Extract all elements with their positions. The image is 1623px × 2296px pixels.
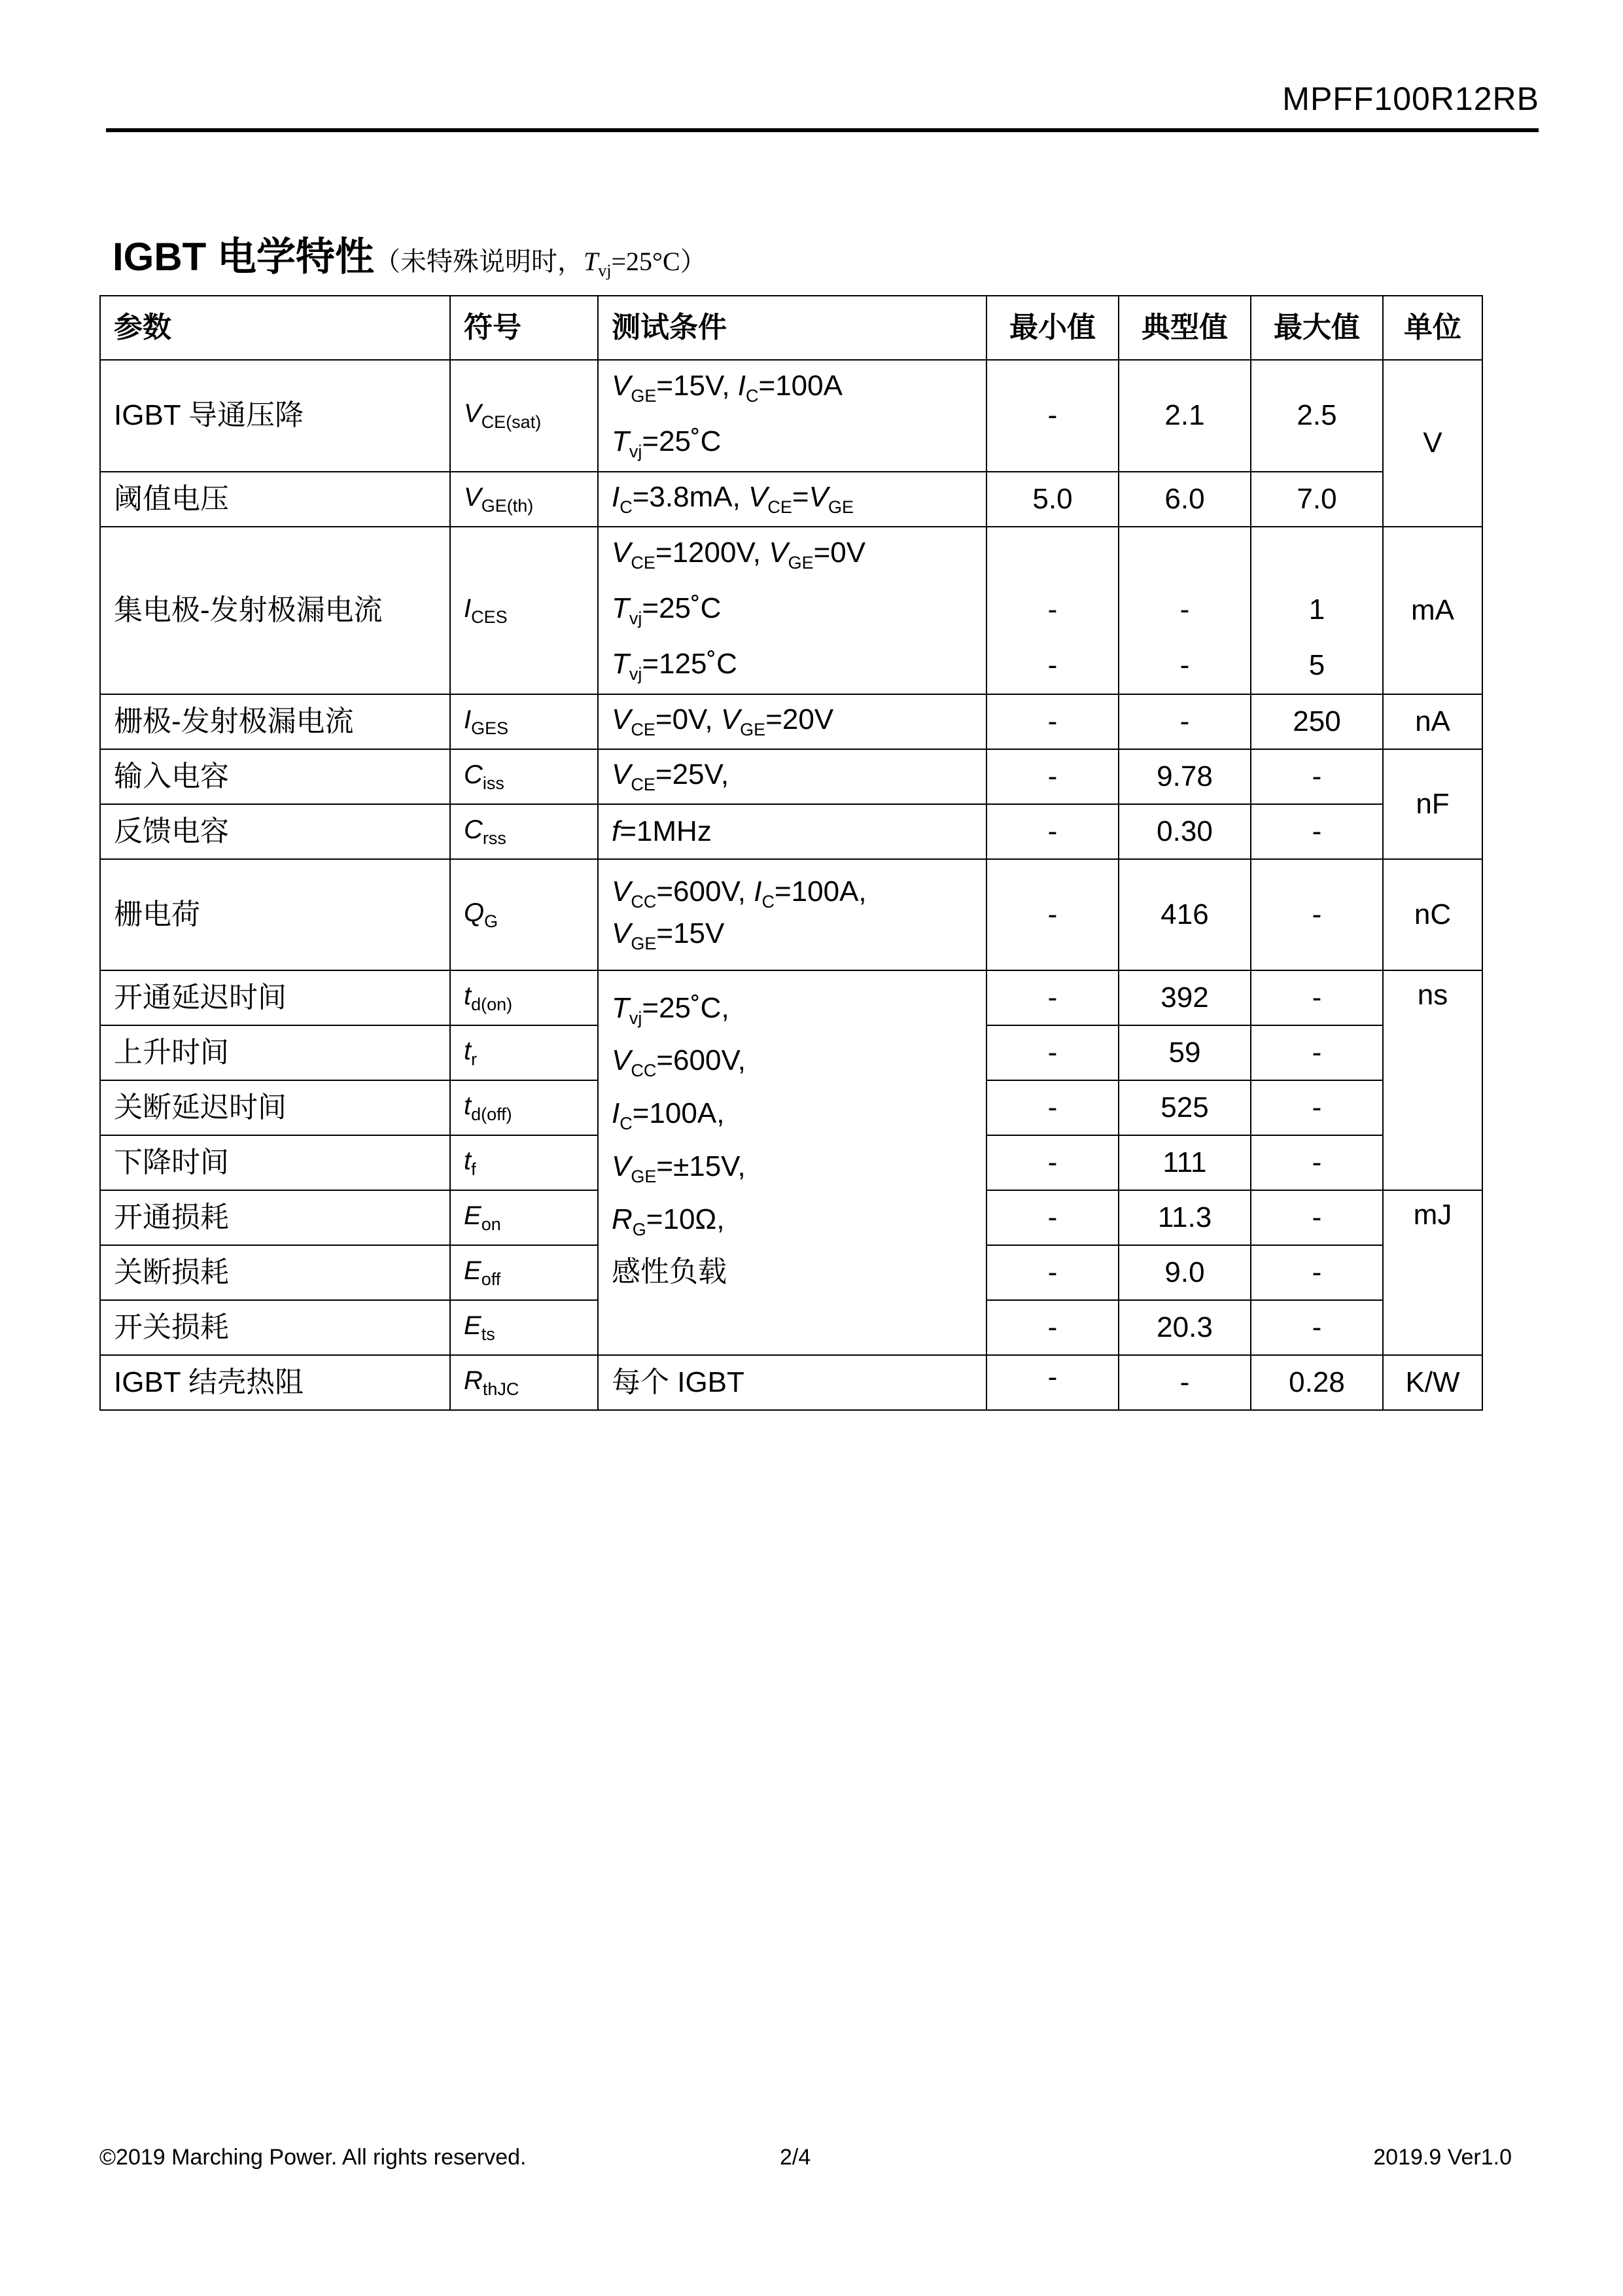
symbol-vcesat: $V_{CE(sat)}$ (450, 360, 598, 472)
max-vcesat: 2.5 (1251, 360, 1383, 472)
table-row-ices (100, 527, 1482, 694)
param-ciss: 输入电容 (100, 749, 450, 804)
min-eoff: - (986, 1245, 1119, 1300)
min-vgeth: 5.0 (986, 472, 1119, 527)
min-vcesat: - (986, 360, 1119, 472)
conditions-ciss: $V_{CE}=25V$, (598, 749, 986, 804)
typ-rthjc: - (1119, 1355, 1251, 1410)
conditions-switching: $T_{vj}=25˚C$, $V_{CC}=600V$, $I_C=100A$, $V_{GE}=\pm 15V$, $R_G=10\Omega$, 感性负载 (598, 970, 986, 1355)
conditions-rthjc: 每个 IGBT (598, 1355, 986, 1410)
param-eon: 开通损耗 (100, 1190, 450, 1245)
min-tf: - (986, 1135, 1119, 1190)
symbol-tr: $t_r$ (450, 1025, 598, 1080)
table-header-row (100, 296, 1482, 360)
min-crss: - (986, 804, 1119, 859)
conditions-vcesat: $V_{GE}=15V$, $I_C=100A$ $T_{vj}=25˚C$ (598, 360, 986, 472)
max-tr: - (1251, 1025, 1383, 1080)
conditions-iges: $V_{CE}=0V$, $V_{GE}=20V$ (598, 694, 986, 749)
param-rthjc: IGBT 结壳热阻 (100, 1355, 450, 1410)
typ-vgeth: 6.0 (1119, 472, 1251, 527)
header-symbol: 符号 (450, 296, 598, 360)
param-eoff: 关断损耗 (100, 1245, 450, 1300)
max-ciss: - (1251, 749, 1383, 804)
unit-iges: nA (1383, 694, 1482, 749)
min-tdon: - (986, 970, 1119, 1025)
max-tdon: - (1251, 970, 1383, 1025)
header-rule (106, 128, 1539, 132)
max-ices: 1 5 (1251, 527, 1383, 694)
typ-tdon: 392 (1119, 970, 1251, 1025)
symbol-tdon: $t_{d(on)}$ (450, 970, 598, 1025)
unit-vcesat: V (1383, 360, 1482, 527)
unit-time: ns (1383, 970, 1482, 1190)
param-ices: 集电极-发射极漏电流 (100, 527, 450, 694)
typ-tr: 59 (1119, 1025, 1251, 1080)
electrical-characteristics-table (99, 295, 1483, 1411)
symbol-ices: $I_{CES}$ (450, 527, 598, 694)
param-tr: 上升时间 (100, 1025, 450, 1080)
symbol-iges: $I_{GES}$ (450, 694, 598, 749)
header-min: 最小值 (986, 296, 1119, 360)
max-tdoff: - (1251, 1080, 1383, 1135)
param-vcesat: IGBT 导通压降 (100, 360, 450, 472)
symbol-crss: $C_{rss}$ (450, 804, 598, 859)
max-vgeth: 7.0 (1251, 472, 1383, 527)
param-crss: 反馈电容 (100, 804, 450, 859)
unit-energy: mJ (1383, 1190, 1482, 1355)
symbol-ets: $E_{ts}$ (450, 1300, 598, 1355)
header-conditions: 测试条件 (598, 296, 986, 360)
table-row-rthjc (100, 1355, 1482, 1410)
unit-qg: nC (1383, 859, 1482, 970)
max-eoff: - (1251, 1245, 1383, 1300)
table-row-ciss (100, 749, 1482, 804)
param-tf: 下降时间 (100, 1135, 450, 1190)
symbol-tf: $t_f$ (450, 1135, 598, 1190)
typ-tdoff: 525 (1119, 1080, 1251, 1135)
footer-page-number: 2/4 (780, 2145, 811, 2170)
header-unit: 单位 (1383, 296, 1482, 360)
max-iges: 250 (1251, 694, 1383, 749)
param-vgeth: 阈值电压 (100, 472, 450, 527)
footer-version: 2019.9 Ver1.0 (1373, 2145, 1512, 2170)
max-qg: - (1251, 859, 1383, 970)
min-ets: - (986, 1300, 1119, 1355)
header-max: 最大值 (1251, 296, 1383, 360)
min-qg: - (986, 859, 1119, 970)
param-qg: 栅电荷 (100, 859, 450, 970)
section-title (113, 226, 707, 282)
symbol-eoff: $E_{off}$ (450, 1245, 598, 1300)
symbol-tdoff: $t_{d(off)}$ (450, 1080, 598, 1135)
max-crss: - (1251, 804, 1383, 859)
conditions-ices: $V_{CE}=1200V$, $V_{GE}=0V$ $T_{vj}=25˚C$ $T_{vj}=125˚C$ (598, 527, 986, 694)
section-title-text: IGBT 电学特性 (113, 235, 374, 279)
symbol-ciss: $C_{iss}$ (450, 749, 598, 804)
typ-iges: - (1119, 694, 1251, 749)
typ-eon: 11.3 (1119, 1190, 1251, 1245)
symbol-rthjc: $R_{thJC}$ (450, 1355, 598, 1410)
param-iges: 栅极-发射极漏电流 (100, 694, 450, 749)
unit-ices: mA (1383, 527, 1482, 694)
conditions-vgeth: $I_C=3.8mA$, $V_{CE}=V_{GE}$ (598, 472, 986, 527)
conditions-crss: f=1MHz (598, 804, 986, 859)
min-iges: - (986, 694, 1119, 749)
unit-rthjc: K/W (1383, 1355, 1482, 1410)
symbol-eon: $E_{on}$ (450, 1190, 598, 1245)
header-typ: 典型值 (1119, 296, 1251, 360)
unit-capacitance: nF (1383, 749, 1482, 859)
footer-copyright: ©2019 Marching Power. All rights reserved. (99, 2145, 527, 2170)
symbol-vgeth: $V_{GE(th)}$ (450, 472, 598, 527)
symbol-qg: $Q_G$ (450, 859, 598, 970)
min-ices: - - (986, 527, 1119, 694)
table-row-crss (100, 804, 1482, 859)
param-tdoff: 关断延迟时间 (100, 1080, 450, 1135)
typ-qg: 416 (1119, 859, 1251, 970)
typ-eoff: 9.0 (1119, 1245, 1251, 1300)
conditions-qg: $V_{CC}=600V$, $I_C=100A$, $V_{GE}=15V$ (598, 859, 986, 970)
max-eon: - (1251, 1190, 1383, 1245)
table-row-tdon (100, 970, 1482, 1025)
typ-tf: 111 (1119, 1135, 1251, 1190)
param-tdon: 开通延迟时间 (100, 970, 450, 1025)
section-note: （未特殊说明时，$T_{vj}=25^\circ C$） (374, 247, 707, 280)
header-param: 参数 (100, 296, 450, 360)
min-rthjc: - (986, 1355, 1119, 1410)
table-row-vcesat (100, 360, 1482, 472)
min-ciss: - (986, 749, 1119, 804)
table-row-iges (100, 694, 1482, 749)
table-row-qg (100, 859, 1482, 970)
max-ets: - (1251, 1300, 1383, 1355)
typ-crss: 0.30 (1119, 804, 1251, 859)
min-tdoff: - (986, 1080, 1119, 1135)
typ-ets: 20.3 (1119, 1300, 1251, 1355)
max-tf: - (1251, 1135, 1383, 1190)
param-ets: 开关损耗 (100, 1300, 450, 1355)
min-tr: - (986, 1025, 1119, 1080)
table-row-vgeth (100, 472, 1482, 527)
typ-ciss: 9.78 (1119, 749, 1251, 804)
min-eon: - (986, 1190, 1119, 1245)
max-rthjc: 0.28 (1251, 1355, 1383, 1410)
typ-vcesat: 2.1 (1119, 360, 1251, 472)
document-code: MPFF100R12RB (1282, 80, 1539, 117)
typ-ices: - - (1119, 527, 1251, 694)
